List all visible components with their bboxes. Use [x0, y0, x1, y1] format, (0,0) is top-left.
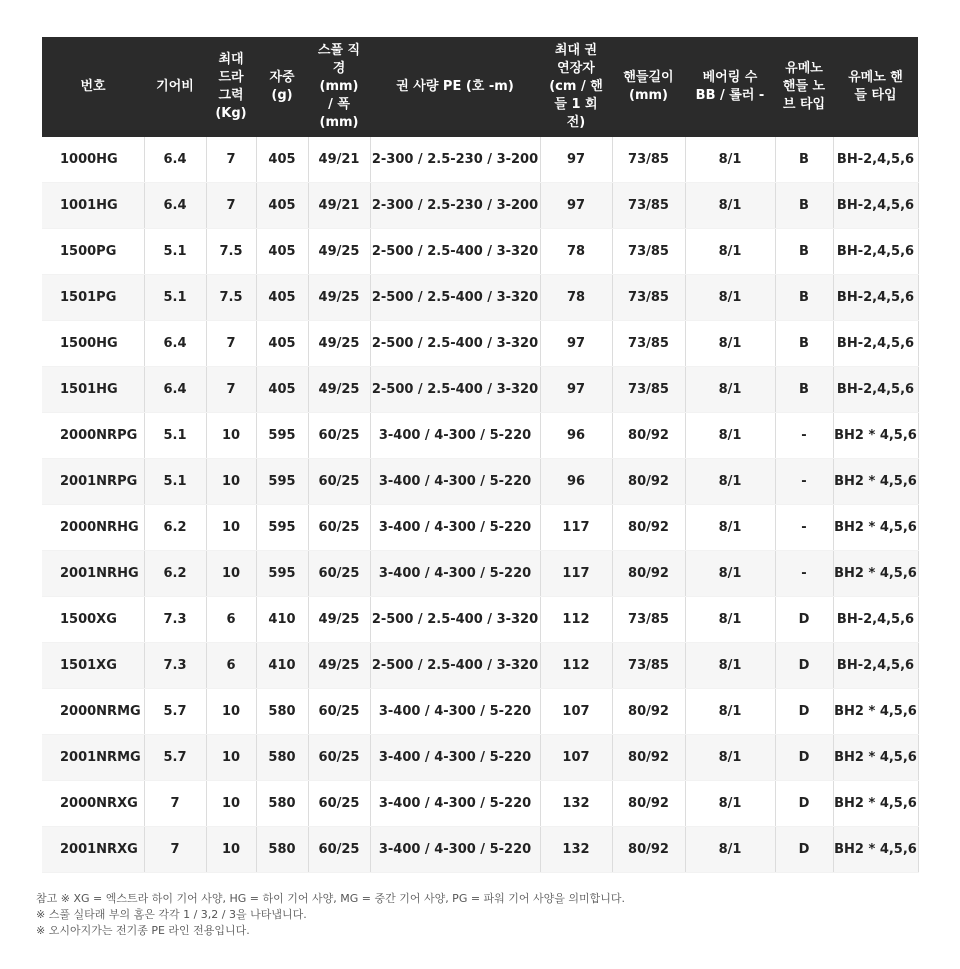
table-cell: 49/21 [308, 183, 370, 229]
column-header: 번호 [42, 37, 144, 137]
table-cell: 60/25 [308, 413, 370, 459]
column-header: 베어링 수 BB / 롤러 - [685, 37, 775, 137]
table-cell: 2-500 / 2.5-400 / 3-320 [370, 321, 540, 367]
table-cell: 10 [206, 689, 256, 735]
reel-spec-table [42, 37, 919, 873]
table-cell: 73/85 [612, 275, 685, 321]
model-number-cell: 1500HG [42, 321, 144, 367]
table-cell: 6.2 [144, 505, 206, 551]
table-cell: 96 [540, 413, 612, 459]
table-cell: B [775, 367, 833, 413]
table-cell: D [775, 643, 833, 689]
table-cell: 7.3 [144, 597, 206, 643]
table-cell: 60/25 [308, 827, 370, 873]
table-cell: 405 [256, 229, 308, 275]
spec-table-container [42, 37, 918, 873]
table-cell: 5.1 [144, 413, 206, 459]
table-row [42, 827, 918, 873]
table-cell: 80/92 [612, 781, 685, 827]
table-cell: 6 [206, 597, 256, 643]
table-cell: 6 [206, 643, 256, 689]
table-cell: 60/25 [308, 735, 370, 781]
table-cell: BH2 * 4,5,6 [833, 689, 918, 735]
table-cell: D [775, 781, 833, 827]
table-cell: BH-2,4,5,6 [833, 137, 918, 183]
table-cell: 107 [540, 689, 612, 735]
table-cell: 97 [540, 137, 612, 183]
table-cell: BH2 * 4,5,6 [833, 505, 918, 551]
table-row [42, 597, 918, 643]
table-cell: 2-300 / 2.5-230 / 3-200 [370, 137, 540, 183]
table-cell: 405 [256, 275, 308, 321]
model-number-cell: 2000NRHG [42, 505, 144, 551]
table-cell: BH2 * 4,5,6 [833, 827, 918, 873]
table-cell: 3-400 / 4-300 / 5-220 [370, 781, 540, 827]
table-cell: D [775, 735, 833, 781]
table-cell: 7 [206, 367, 256, 413]
column-header: 자중 (g) [256, 37, 308, 137]
table-row [42, 505, 918, 551]
table-cell: 580 [256, 689, 308, 735]
table-row [42, 183, 918, 229]
table-cell: D [775, 827, 833, 873]
table-cell: 8/1 [685, 137, 775, 183]
table-cell: 10 [206, 781, 256, 827]
footnotes [36, 891, 625, 939]
footnote-spool-groove: ※ 스풀 실타래 부의 홈은 각각 1 / 3,2 / 3을 나타냅니다. [36, 908, 307, 921]
table-cell: 8/1 [685, 413, 775, 459]
table-cell: 10 [206, 551, 256, 597]
table-cell: 8/1 [685, 643, 775, 689]
table-cell: 6.4 [144, 183, 206, 229]
table-cell: 80/92 [612, 459, 685, 505]
table-cell: 405 [256, 183, 308, 229]
table-cell: 2-500 / 2.5-400 / 3-320 [370, 597, 540, 643]
table-body [42, 137, 918, 873]
table-cell: 595 [256, 459, 308, 505]
column-header: 스풀 직 경 (mm) / 폭 (mm) [308, 37, 370, 137]
table-row [42, 643, 918, 689]
table-cell: BH-2,4,5,6 [833, 275, 918, 321]
table-cell: B [775, 183, 833, 229]
table-cell: B [775, 137, 833, 183]
table-cell: 10 [206, 827, 256, 873]
table-cell: 49/25 [308, 597, 370, 643]
table-cell: 112 [540, 597, 612, 643]
table-cell: 97 [540, 367, 612, 413]
table-cell: 410 [256, 643, 308, 689]
table-cell: 3-400 / 4-300 / 5-220 [370, 827, 540, 873]
header-row [42, 37, 918, 137]
table-cell: - [775, 551, 833, 597]
column-header: 권 사량 PE (호 -m) [370, 37, 540, 137]
table-cell: 595 [256, 505, 308, 551]
model-number-cell: 2000NRPG [42, 413, 144, 459]
column-header: 유메노 핸들 노 브 타입 [775, 37, 833, 137]
table-cell: 10 [206, 505, 256, 551]
model-number-cell: 1501HG [42, 367, 144, 413]
table-cell: 49/21 [308, 137, 370, 183]
table-cell: BH2 * 4,5,6 [833, 413, 918, 459]
model-number-cell: 1500PG [42, 229, 144, 275]
table-row [42, 735, 918, 781]
table-row [42, 367, 918, 413]
table-cell: 2-500 / 2.5-400 / 3-320 [370, 275, 540, 321]
table-cell: 7.5 [206, 275, 256, 321]
table-cell: 7 [206, 321, 256, 367]
table-cell: 60/25 [308, 551, 370, 597]
table-cell: 6.2 [144, 551, 206, 597]
table-cell: 80/92 [612, 505, 685, 551]
table-cell: 8/1 [685, 735, 775, 781]
table-cell: 107 [540, 735, 612, 781]
table-cell: 60/25 [308, 459, 370, 505]
table-cell: 80/92 [612, 827, 685, 873]
table-cell: 97 [540, 321, 612, 367]
table-row [42, 229, 918, 275]
table-cell: 7 [144, 827, 206, 873]
table-cell: 8/1 [685, 367, 775, 413]
table-cell: 112 [540, 643, 612, 689]
table-cell: 96 [540, 459, 612, 505]
table-row [42, 275, 918, 321]
model-number-cell: 2001NRHG [42, 551, 144, 597]
table-cell: 60/25 [308, 689, 370, 735]
table-cell: D [775, 689, 833, 735]
table-cell: 73/85 [612, 597, 685, 643]
footnote-pe-line: ※ 오시아지가는 전기종 PE 라인 전용입니다. [36, 924, 250, 937]
model-number-cell: 2000NRXG [42, 781, 144, 827]
table-cell: 132 [540, 827, 612, 873]
table-cell: 117 [540, 551, 612, 597]
table-row [42, 137, 918, 183]
model-number-cell: 1501XG [42, 643, 144, 689]
table-cell: 8/1 [685, 551, 775, 597]
table-row [42, 551, 918, 597]
table-cell: 580 [256, 735, 308, 781]
table-cell: 3-400 / 4-300 / 5-220 [370, 735, 540, 781]
table-cell: 5.1 [144, 275, 206, 321]
table-cell: 595 [256, 413, 308, 459]
table-cell: - [775, 413, 833, 459]
table-cell: 73/85 [612, 643, 685, 689]
table-cell: 8/1 [685, 321, 775, 367]
table-cell: 8/1 [685, 597, 775, 643]
table-cell: 49/25 [308, 367, 370, 413]
table-row [42, 459, 918, 505]
table-cell: 410 [256, 597, 308, 643]
table-cell: 580 [256, 827, 308, 873]
table-cell: 78 [540, 275, 612, 321]
table-cell: BH2 * 4,5,6 [833, 735, 918, 781]
table-cell: 8/1 [685, 459, 775, 505]
table-cell: BH-2,4,5,6 [833, 597, 918, 643]
table-cell: B [775, 229, 833, 275]
table-cell: B [775, 321, 833, 367]
table-cell: - [775, 459, 833, 505]
table-cell: 8/1 [685, 505, 775, 551]
table-cell: BH2 * 4,5,6 [833, 781, 918, 827]
table-cell: 7 [144, 781, 206, 827]
model-number-cell: 1501PG [42, 275, 144, 321]
table-cell: 595 [256, 551, 308, 597]
table-cell: 7.5 [206, 229, 256, 275]
table-cell: 3-400 / 4-300 / 5-220 [370, 689, 540, 735]
table-cell: 8/1 [685, 229, 775, 275]
model-number-cell: 2001NRMG [42, 735, 144, 781]
table-cell: 6.4 [144, 321, 206, 367]
table-cell: 10 [206, 459, 256, 505]
table-cell: D [775, 597, 833, 643]
table-cell: 73/85 [612, 367, 685, 413]
table-cell: 132 [540, 781, 612, 827]
model-number-cell: 2001NRPG [42, 459, 144, 505]
table-cell: 73/85 [612, 183, 685, 229]
column-header: 기어비 [144, 37, 206, 137]
column-header: 핸들길이 (mm) [612, 37, 685, 137]
table-cell: 8/1 [685, 781, 775, 827]
table-cell: 73/85 [612, 137, 685, 183]
table-cell: 6.4 [144, 137, 206, 183]
table-cell: 5.1 [144, 229, 206, 275]
table-cell: BH-2,4,5,6 [833, 229, 918, 275]
model-number-cell: 2000NRMG [42, 689, 144, 735]
table-cell: 2-500 / 2.5-400 / 3-320 [370, 367, 540, 413]
table-cell: 49/25 [308, 643, 370, 689]
table-cell: 7 [206, 137, 256, 183]
table-cell: 10 [206, 735, 256, 781]
model-number-cell: 2001NRXG [42, 827, 144, 873]
footnote-gear-types: 참고 ※ XG = 엑스트라 하이 기어 사양, HG = 하이 기어 사양, MG = 중간 기어 사양, PG = 파워 기어 사양을 의미합니다. [36, 892, 626, 905]
table-row [42, 781, 918, 827]
table-cell: 80/92 [612, 551, 685, 597]
table-cell: BH2 * 4,5,6 [833, 551, 918, 597]
table-cell: 3-400 / 4-300 / 5-220 [370, 505, 540, 551]
table-cell: 60/25 [308, 505, 370, 551]
column-header: 최대 드라 그력 (Kg) [206, 37, 256, 137]
model-number-cell: 1000HG [42, 137, 144, 183]
model-number-cell: 1500XG [42, 597, 144, 643]
table-cell: 7.3 [144, 643, 206, 689]
table-cell: 580 [256, 781, 308, 827]
table-cell: 2-300 / 2.5-230 / 3-200 [370, 183, 540, 229]
table-cell: 8/1 [685, 689, 775, 735]
table-row [42, 321, 918, 367]
table-cell: 5.7 [144, 689, 206, 735]
table-cell: BH-2,4,5,6 [833, 321, 918, 367]
table-cell: BH2 * 4,5,6 [833, 459, 918, 505]
table-row [42, 689, 918, 735]
column-header: 유메노 핸 들 타입 [833, 37, 918, 137]
table-cell: 405 [256, 367, 308, 413]
table-cell: 80/92 [612, 413, 685, 459]
table-cell: 7 [206, 183, 256, 229]
table-cell: BH-2,4,5,6 [833, 183, 918, 229]
table-cell: 8/1 [685, 275, 775, 321]
table-cell: 117 [540, 505, 612, 551]
table-cell: 49/25 [308, 275, 370, 321]
table-cell: 405 [256, 137, 308, 183]
table-cell: 8/1 [685, 183, 775, 229]
table-cell: 49/25 [308, 321, 370, 367]
table-cell: 78 [540, 229, 612, 275]
table-cell: BH-2,4,5,6 [833, 643, 918, 689]
table-cell: B [775, 275, 833, 321]
table-cell: 49/25 [308, 229, 370, 275]
table-cell: 73/85 [612, 321, 685, 367]
table-row [42, 413, 918, 459]
table-cell: 3-400 / 4-300 / 5-220 [370, 459, 540, 505]
table-cell: 8/1 [685, 827, 775, 873]
table-cell: 80/92 [612, 735, 685, 781]
table-header [42, 37, 918, 137]
table-cell: 10 [206, 413, 256, 459]
table-cell: 3-400 / 4-300 / 5-220 [370, 413, 540, 459]
table-cell: 60/25 [308, 781, 370, 827]
table-cell: 5.7 [144, 735, 206, 781]
table-cell: 3-400 / 4-300 / 5-220 [370, 551, 540, 597]
model-number-cell: 1001HG [42, 183, 144, 229]
table-cell: 2-500 / 2.5-400 / 3-320 [370, 229, 540, 275]
table-cell: 405 [256, 321, 308, 367]
table-cell: BH-2,4,5,6 [833, 367, 918, 413]
table-cell: 73/85 [612, 229, 685, 275]
column-header: 최대 권 연장자 (cm / 핸 들 1 회 전) [540, 37, 612, 137]
table-cell: 5.1 [144, 459, 206, 505]
table-cell: - [775, 505, 833, 551]
table-cell: 6.4 [144, 367, 206, 413]
table-cell: 97 [540, 183, 612, 229]
table-cell: 80/92 [612, 689, 685, 735]
table-cell: 2-500 / 2.5-400 / 3-320 [370, 643, 540, 689]
